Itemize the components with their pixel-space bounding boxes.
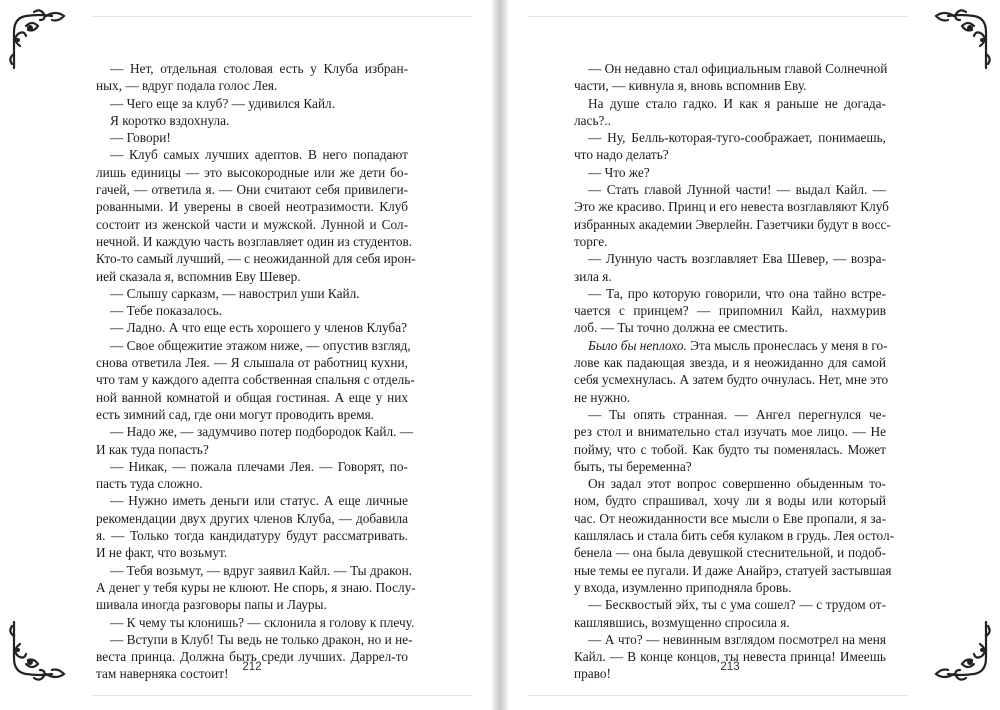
right-page-text: [574, 60, 895, 683]
bottom-rule: [528, 695, 908, 696]
text-line: пасть туда сложно.: [96, 476, 203, 492]
text-line: Он задал этот вопрос совершенно обыденным то-: [588, 476, 886, 492]
text-line: — Ладно. А что еще есть хорошего у членов Клуба?: [110, 320, 408, 336]
text-line: — Тебя возьмут, — вдруг заявил Кайл. — Ты дракон.: [110, 562, 413, 578]
text-line: — Тебе показалось.: [110, 303, 223, 319]
text-line: гачей, — ответила я. — Они считают себя привилеги-: [96, 182, 408, 198]
text-line: лове как падающая звезда, и я неожиданно для самой: [574, 355, 886, 371]
text-line: — Вступи в Клуб! Ты ведь не только дракон, но и не-: [110, 631, 413, 647]
text-line: себя усмехнулась. А затем будто очнулась. Нет, мне это: [574, 372, 889, 388]
text-line: пойму, что с тобой. Как будто ты поменялась. Может: [574, 441, 886, 457]
text-line: Это же красиво. Принц и его невеста возглавляют Клуб: [574, 199, 889, 215]
text-line: ном, будто спрашивал, хочу ли я воды или который: [574, 493, 886, 509]
text-line: веста принца. Должна быть среди лучших. Даррел-то: [96, 649, 408, 665]
text-line: кашлялась и стала бить себя кулаком в грудь. Лея остол-: [574, 528, 895, 544]
text-line: — Ты опять странная. — Ангел перегнулся че-: [588, 406, 886, 422]
text-line: лась?..: [574, 112, 612, 128]
text-line: — А что? — невинным взглядом посмотрел на меня: [588, 631, 886, 647]
text-line: рекомендации двух других членов Клуба, — добавила: [96, 510, 408, 526]
text-line: торге.: [574, 233, 608, 249]
text-line: ные темы ее пугали. И даже Анайрэ, статуей застывшая: [574, 562, 892, 578]
corner-ornament-icon: [928, 618, 994, 684]
text-line: — Он недавно стал официальным главой Солнечной: [588, 61, 888, 76]
corner-ornament-icon: [6, 618, 72, 684]
left-page-text: [96, 60, 416, 683]
text-line: у входа, изумленно приподняла бровь.: [574, 579, 792, 595]
text-line: избранных академии Эверлейн. Газетчики будут в восс-: [574, 216, 891, 232]
text-line: — Надо же, — задумчиво потер подбородок Кайл. —: [110, 424, 414, 440]
text-line: — Нужно иметь деньги или статус. А еще личные: [110, 493, 408, 509]
text-line: — К чему ты клонишь? — склонила я голову к плечу.: [110, 614, 415, 630]
text-line: — Свое общежитие этажом ниже, — опустив взгляд,: [110, 337, 411, 353]
text-line: Кто-то самый лучший, — с неожиданной для себя ирон-: [96, 251, 416, 267]
text-line: И не факт, что возьмут.: [96, 545, 228, 561]
text-line: — Чего еще за клуб? — удивился Кайл.: [110, 95, 336, 111]
text-line: — Ну, Белль-которая-туго-соображает, понимаешь,: [588, 130, 886, 146]
corner-ornament-icon: [6, 6, 72, 72]
text-line: я. — Только тогда кандидатуру будут рассматривать.: [96, 528, 408, 544]
text-line: рованными. И уверены в своей неотразимости. Клуб: [96, 199, 408, 215]
text-line: состоит из женской части и мужской. Лунной и Сол-: [96, 216, 408, 232]
text-line: ией сказала я, вспомнив Еву Шевер.: [96, 268, 301, 284]
text-line: что надо делать?: [574, 147, 669, 163]
text-line: лишь единицы — это высокородные или же дети бо-: [96, 164, 408, 180]
text-line: — Та, про которую говорили, что она тайно встре-: [588, 285, 886, 301]
text-line: быть, ты беременна?: [574, 458, 692, 474]
text-line: бенела — она была девушкой стеснительной, и подоб-: [574, 545, 886, 561]
text-line: там наверняка состоит!: [96, 666, 229, 682]
text-line: есть зимний сад, где они могут проводить время.: [96, 406, 375, 422]
text-line: зила я.: [574, 268, 612, 284]
text-line: кашлявшись, возмущенно спросила я.: [574, 614, 790, 630]
text-line: — Слышу сарказм, — навострил уши Кайл.: [110, 285, 360, 301]
text-line: На душе стало гадко. И как я раньше не догада-: [588, 95, 886, 111]
text-line: — Что же?: [588, 164, 650, 180]
text-line: ной ванной комнатой и общая гостиная. А еще у них: [96, 389, 408, 405]
top-rule: [92, 16, 472, 17]
text-line: — Бесквостый эйх, ты с ума сошел? — с трудом от-: [588, 597, 886, 613]
text-line: рез стол и внимательно стал изучать мое лицо. — Не: [574, 424, 886, 440]
text-line: что там у каждого адепта собственная спальня с отдель-: [96, 372, 415, 388]
left-page: [0, 0, 492, 710]
text-line: лоб. — Ты точно должна ее сместить.: [574, 320, 788, 336]
text-line: — Лунную часть возглавляет Ева Шевер, — возра-: [588, 251, 886, 267]
left-page-number: 212: [242, 661, 262, 673]
right-page-number: 213: [720, 661, 740, 673]
text-line: шивала иногда разговоры папы и Лауры.: [96, 597, 327, 613]
text-line: — Говори!: [110, 130, 171, 146]
text-line: — Стать главой Лунной части! — выдал Кайл. —: [588, 182, 886, 198]
text-line: А денег у тебя куры не клюют. Не спорь, я знаю. Послу-: [96, 579, 416, 595]
text-line: — Клуб самых лучших адептов. В него попадают: [110, 147, 408, 163]
top-rule: [528, 16, 908, 17]
text-line: И как туда попасть?: [96, 441, 209, 457]
text-line: чается с принцем? — припомнил Кайл, нахмурив: [574, 303, 886, 319]
text-line: не нужно.: [574, 389, 631, 405]
corner-ornament-icon: [928, 6, 994, 72]
book-gutter: [492, 0, 508, 710]
bottom-rule: [92, 695, 472, 696]
text-line: снова ответила Лея. — Я слышала от работниц кухни,: [96, 355, 408, 371]
text-line: части, — кивнула я, вновь вспомнив Еву.: [574, 78, 807, 94]
text-line: право!: [574, 666, 611, 682]
text-line: Было бы неплохо. Эта мысль пронеслась у меня в го-: [588, 337, 888, 353]
right-page: [508, 0, 1000, 710]
text-line: час. От неожиданности все мысли о Еве пропали, я за-: [574, 510, 886, 526]
text-line: нечной. И каждую часть возглавляет один из студентов.: [96, 233, 413, 249]
text-line: Кайл. — В конце концов, ты невеста принца! Имеешь: [574, 649, 886, 665]
text-line: — Нет, отдельная столовая есть у Клуба избран-: [110, 61, 408, 76]
text-line: ных, — вдруг подала голос Лея.: [96, 78, 278, 94]
text-line: Я коротко вздохнула.: [110, 112, 230, 128]
text-line: — Никак, — пожала плечами Лея. — Говорят, по-: [110, 458, 408, 474]
